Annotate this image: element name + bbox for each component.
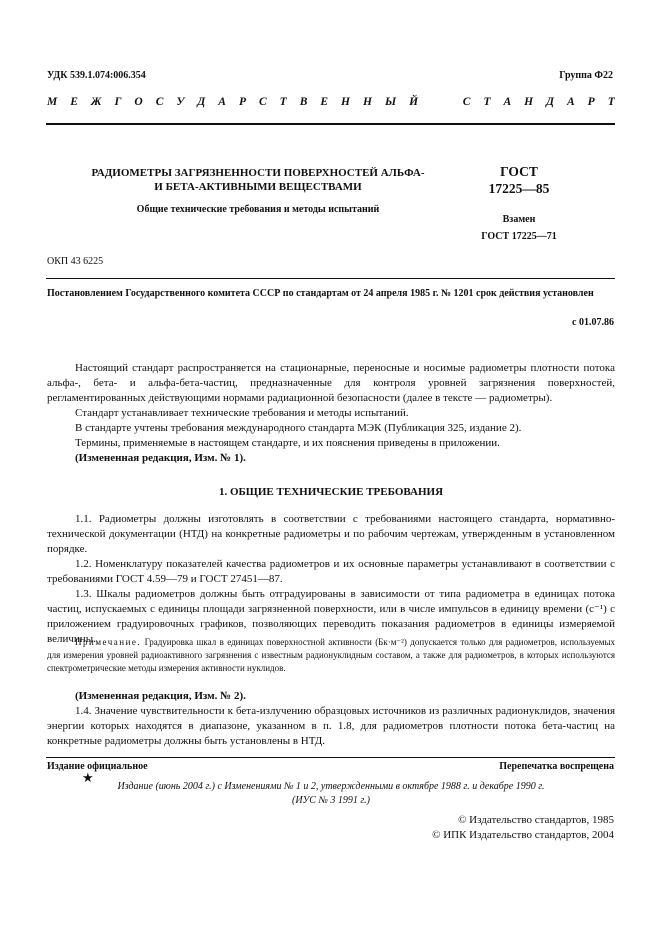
clause-1-4: 1.4. Значение чувствительности к бета-излучению образцовых источников из различных радионуклидов, значения энергии которых находятся в диапазоне, указанном в п. 1.8, для радиометров плотности потока бета-частиц на конкретные радиометры должны быть установлены в НТД. bbox=[47, 705, 615, 747]
okp-code: ОКП 43 6225 bbox=[47, 256, 104, 267]
document-subtitle: Общие технические требования и методы испытаний bbox=[136, 204, 380, 215]
group-code: Группа Ф22 bbox=[559, 70, 613, 81]
edition-line-1: Издание (июнь 2004 г.) с Изменениями № 1 и 2, утвержденными в октябре 1988 г. и декабре 1990 г. bbox=[117, 781, 545, 792]
banner-letter: А bbox=[566, 96, 575, 108]
banner-letter: В bbox=[299, 96, 308, 108]
udk-code: УДК 539.1.074:006.354 bbox=[47, 70, 146, 81]
banner-letter: М bbox=[47, 96, 58, 108]
edition-info bbox=[47, 780, 615, 808]
intro-section bbox=[47, 361, 615, 466]
banner-letter: Д bbox=[197, 96, 206, 108]
copyright-1985: © Издательство стандартов, 1985 bbox=[458, 814, 614, 826]
banner-letter: Н bbox=[362, 96, 372, 108]
banner-letter: Т bbox=[607, 96, 615, 108]
header-rule bbox=[46, 123, 615, 125]
banner-letter: О bbox=[134, 96, 143, 108]
banner-letter: Ж bbox=[90, 96, 102, 108]
section-heading: 1. ОБЩИЕ ТЕХНИЧЕСКИЕ ТРЕБОВАНИЯ bbox=[218, 486, 444, 498]
gost-code: 17225—85 bbox=[488, 181, 550, 196]
title-line-1: РАДИОМЕТРЫ ЗАГРЯЗНЕННОСТИ ПОВЕРХНОСТЕЙ АЛЬФА- bbox=[91, 167, 425, 179]
intro-paragraph-3: В стандарте учтены требования международного стандарта МЭК (Публикация 325, издание 2). bbox=[75, 422, 522, 434]
intro-paragraph-4: Термины, применяемые в настоящем стандарте, и их пояснения приведены в приложении. bbox=[75, 437, 500, 449]
official-edition-label: Издание официальное bbox=[47, 761, 148, 772]
clause-1-3: 1.3. Шкалы радиометров должны быть отградуированы в зависимости от типа радиометра в единицах потока частиц, испускаемых с единицы площади загрязненной поверхности, или в числе импульсов в единицу времени (с⁻¹) с приложением градуировочных графиков, позволяющих переводить показания радиометров в единицы измеряемой величины. bbox=[47, 588, 615, 645]
banner-letter: С bbox=[155, 96, 164, 108]
star-icon: ★ bbox=[82, 770, 94, 785]
copyright-block bbox=[432, 813, 614, 843]
note-text: Градуировка шкал в единицах поверхностной активности (Бк·м⁻²) допускается только для радиометров, используемых для измерения уровней радиоактивного загрязнения с известным радионуклидным составом, а также для радиометров, в которых используются спектрометрические методы измерения активности нуклидов. bbox=[47, 637, 616, 673]
banner-letter: Н bbox=[524, 96, 534, 108]
section-1-body bbox=[47, 512, 615, 647]
decree-text: Постановлением Государственного комитета СССР по стандартам от 24 апреля 1985 г. № 1201 срок действия установлен bbox=[47, 288, 594, 299]
replaces-block bbox=[464, 211, 574, 245]
banner-letter: Г bbox=[114, 96, 122, 108]
okp-rule bbox=[46, 278, 615, 279]
footer-rule bbox=[46, 757, 615, 758]
banner-letter: Й bbox=[409, 96, 419, 108]
copyright-2004: © ИПК Издательство стандартов, 2004 bbox=[432, 829, 614, 841]
banner-letter bbox=[431, 96, 434, 108]
banner-letter: С bbox=[462, 96, 471, 108]
banner-letter: Ы bbox=[384, 96, 397, 108]
amendment-note-2: (Измененная редакция, Изм. № 2). bbox=[75, 690, 246, 702]
banner-letter: Е bbox=[320, 96, 329, 108]
section-1-continued bbox=[47, 689, 615, 749]
document-title bbox=[88, 166, 428, 194]
replaces-value: ГОСТ 17225—71 bbox=[481, 231, 557, 242]
banner-letter: А bbox=[218, 96, 226, 108]
note-block bbox=[47, 636, 615, 675]
effective-date: с 01.07.86 bbox=[572, 317, 614, 328]
banner-letter: Н bbox=[341, 96, 350, 108]
banner-letter: Р bbox=[238, 96, 246, 108]
banner-letter: Д bbox=[546, 96, 554, 108]
title-line-2: И БЕТА-АКТИВНЫМИ ВЕЩЕСТВАМИ bbox=[154, 181, 362, 193]
banner-letter: Т bbox=[483, 96, 491, 108]
edition-line-2: (ИУС № 3 1991 г.) bbox=[292, 795, 370, 806]
replaces-label: Взамен bbox=[502, 214, 536, 225]
banner-letter: Е bbox=[70, 96, 78, 108]
banner-letter: С bbox=[258, 96, 267, 108]
banner-letter bbox=[447, 96, 450, 108]
reprint-prohibited-label: Перепечатка воспрещена bbox=[499, 761, 614, 772]
note-label: Примечание. bbox=[75, 637, 142, 647]
banner-letter: У bbox=[176, 96, 185, 108]
intro-paragraph-2: Стандарт устанавливает технические требования и методы испытаний. bbox=[75, 407, 409, 419]
interstate-standard-banner bbox=[47, 96, 615, 108]
banner-letter: Т bbox=[279, 96, 287, 108]
clause-1-2: 1.2. Номенклатуру показателей качества радиометров и их основные параметры устанавливают в соответствии с требованиями ГОСТ 4.59—79 и ГОСТ 27451—87. bbox=[47, 558, 615, 585]
banner-letter: Р bbox=[587, 96, 595, 108]
clause-1-1: 1.1. Радиометры должны изготовлять в соответствии с требованиями настоящего стандарта, нормативно-технической документации (НТД) на конкретные радиометры и по рабочим чертежам, утвержденным в установленном порядке. bbox=[47, 513, 615, 555]
gost-label: ГОСТ bbox=[500, 164, 538, 179]
amendment-note-1: (Измененная редакция, Изм. № 1). bbox=[75, 452, 246, 464]
intro-paragraph-1: Настоящий стандарт распространяется на стационарные, переносные и носимые радиометры плотности потока альфа-, бета- и альфа-бета-частиц, предназначенные для контроля уровней загрязнения поверхностей, регламентированных действующими нормами радиационной безопасности (далее в тексте — радиометры). bbox=[47, 362, 615, 404]
gost-number bbox=[464, 163, 574, 197]
banner-letter: А bbox=[503, 96, 512, 108]
